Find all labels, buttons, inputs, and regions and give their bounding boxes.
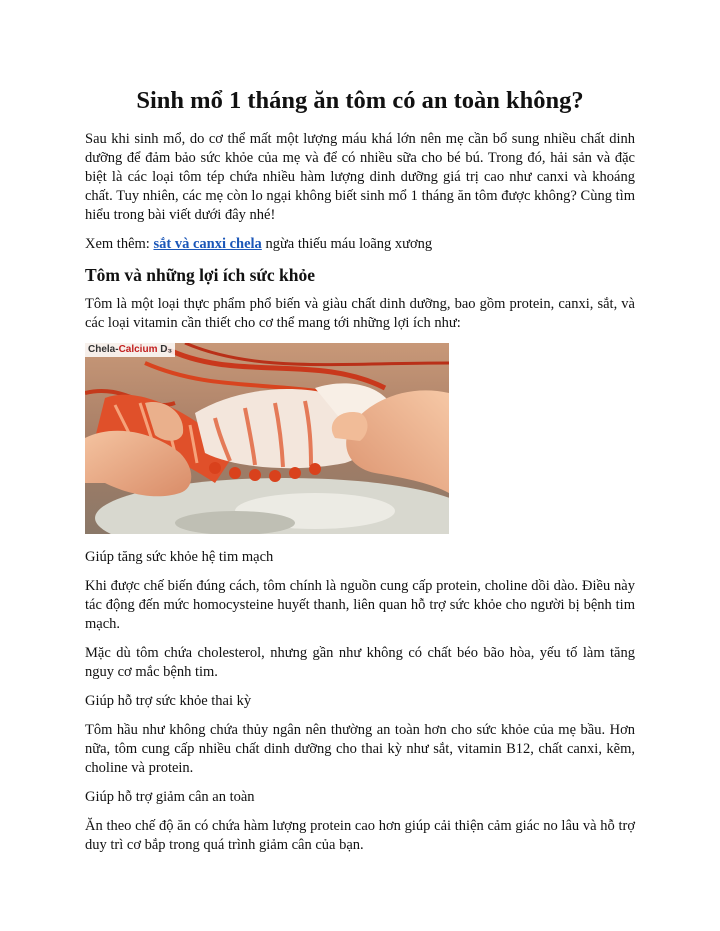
page-title: Sinh mổ 1 tháng ăn tôm có an toàn không? <box>136 87 584 114</box>
benefit-heading-weight-loss: Giúp hỗ trợ giảm cân an toàn <box>85 789 255 805</box>
see-also-link[interactable]: sắt và canxi chela <box>153 236 262 252</box>
benefit-weight-loss-paragraph: Ăn theo chế độ ăn có chứa hàm lượng protein cao hơn giúp cải thiện cảm giác no lâu và hỗ trợ duy trì cơ bắp trong quá trình giảm cân của bạn. <box>85 818 635 853</box>
benefit-heart-paragraph-2: Mặc dù tôm chứa cholesterol, nhưng gần như không có chất béo bão hòa, yếu tố làm tăng nguy cơ mắc bệnh tim. <box>85 645 635 680</box>
benefit-heading-pregnancy: Giúp hỗ trợ sức khỏe thai kỳ <box>85 693 252 709</box>
shrimp-photo-illustration <box>85 343 449 534</box>
section-heading: Tôm và những lợi ích sức khỏe <box>85 265 316 285</box>
benefit-heading-heart: Giúp tăng sức khỏe hệ tim mạch <box>85 549 274 565</box>
shrimp-photo <box>85 343 449 534</box>
brand-logo <box>85 343 175 357</box>
logo-text-part2: Calcium <box>118 344 158 355</box>
section-intro: Tôm là một loại thực phẩm phổ biến và giàu chất dinh dưỡng, bao gồm protein, canxi, sắt, và các loại vitamin cần thiết cho cơ thể mang tới những lợi ích như: <box>85 296 635 331</box>
article <box>85 86 635 865</box>
benefit-pregnancy-paragraph: Tôm hầu như không chứa thủy ngân nên thường an toàn hơn cho sức khỏe của mẹ bầu. Hơn nữa, tôm cung cấp nhiều chất dinh dưỡng cho thai kỳ như sắt, vitamin B12, chất canxi, kẽm, choline và protein. <box>85 722 635 776</box>
intro-paragraph: Sau khi sinh mổ, do cơ thể mất một lượng máu khá lớn nên mẹ cần bổ sung nhiều chất dinh dưỡng để đảm bảo sức khỏe của mẹ và để có nhiều sữa cho bé bú. Trong đó, hải sản và đặc biệt là các loại tôm tép chứa nhiều hàm lượng dinh dưỡng giá trị cao như canxi và khoáng chất. Tuy nhiên, các mẹ còn lo ngại không biết sinh mổ 1 tháng ăn tôm được không? Cùng tìm hiểu trong bài viết dưới đây nhé! <box>85 131 635 223</box>
benefit-heart-paragraph-1: Khi được chế biến đúng cách, tôm chính là nguồn cung cấp protein, choline dồi dào. Điều này tác động đến mức homocysteine huyết thanh, liên quan hỗ trợ sức khỏe cho người bị bệnh tim mạch. <box>85 578 635 632</box>
logo-text-part3: D₃ <box>157 344 173 355</box>
logo-text-part1: Chela- <box>88 344 119 355</box>
see-also-suffix: ngừa thiếu máu loãng xương <box>261 236 433 252</box>
see-also-prefix: Xem thêm: <box>85 236 154 252</box>
see-also-paragraph <box>85 235 635 254</box>
